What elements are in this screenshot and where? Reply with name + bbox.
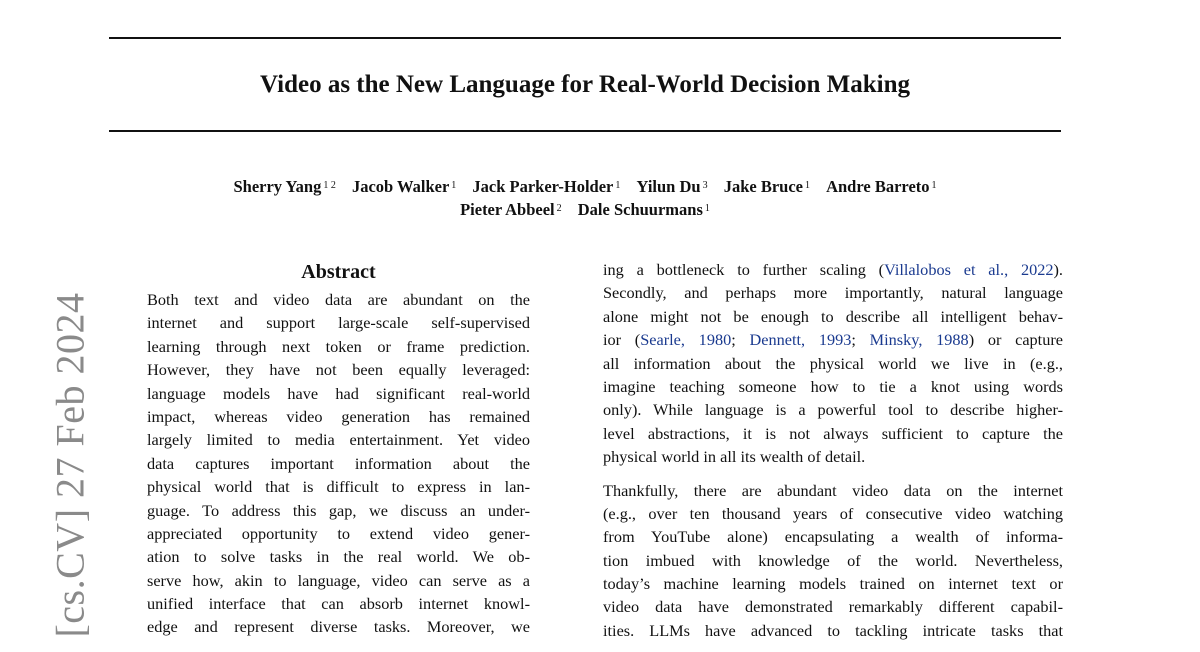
text-line: However, they have not been equally leveraged: [147, 360, 530, 380]
author-affiliation: 1 [615, 180, 621, 191]
text-line: edge and represent diverse tasks. Moreover, we [147, 617, 530, 637]
text-line: today’s machine learning models trained on internet text or [603, 574, 1063, 594]
body-column [603, 258, 1063, 652]
author-name: Sherry Yang [233, 177, 322, 196]
author [724, 177, 810, 196]
author [578, 200, 710, 219]
text-line: Secondly, and perhaps more importantly, natural language [603, 283, 1063, 303]
text-line: data captures important information about the [147, 453, 530, 473]
text-line: level abstractions, it is not always sufficient to capture the [603, 423, 1063, 443]
text-line: impact, whereas video generation has remained [147, 406, 530, 426]
paper-title: Video as the New Language for Real-World Decision Making [260, 71, 910, 98]
author-affiliation: 1 [804, 180, 810, 191]
text-line: (e.g., over ten thousand years of consecutive video watching [603, 503, 1063, 523]
text-line: unified interface that can absorb internet knowl- [147, 594, 530, 614]
author-affiliation: 3 [702, 180, 708, 191]
text-line: ation to solve tasks in the real world. We ob- [147, 547, 530, 567]
text-line: Thankfully, there are abundant video data on the internet [603, 480, 1063, 500]
author [233, 177, 335, 196]
text-line: alone might not be enough to describe all intelligent behav- [603, 306, 1063, 326]
text-line: tion imbued with knowledge of the world. Nevertheless, [603, 550, 1063, 570]
text-line: largely limited to media entertainment. Yet video [147, 430, 530, 450]
author-affiliation: 2 [556, 203, 562, 214]
author-name: Andre Barreto [826, 177, 930, 196]
abstract-heading: Abstract [301, 261, 376, 283]
abstract-column [147, 258, 530, 639]
author-list [109, 175, 1061, 221]
text-line: Both text and video data are abundant on the [147, 290, 530, 309]
text-line: physical world in all its wealth of detail. [603, 447, 866, 467]
author-name: Jake Bruce [723, 177, 803, 196]
text-line: internet and support large-scale self-supervised [147, 313, 530, 333]
title-bottom-rule [109, 130, 1061, 132]
author [472, 177, 620, 196]
text-line: ities. LLMs have advanced to tackling intricate tasks that [603, 620, 1063, 640]
abstract-text [147, 288, 530, 639]
author-affiliation: 1 [451, 180, 457, 191]
arxiv-side-stamp: [cs.CV] 27 Feb 2024 [47, 292, 93, 638]
text-line: ing a bottleneck to further scaling (Villalobos et al., 2022). [603, 260, 1064, 279]
text-line: video data have demonstrated remarkably different capabil- [603, 597, 1063, 617]
author-affiliation: 1 2 [323, 180, 336, 191]
text-line: guage. To address this gap, we discuss an under- [147, 500, 530, 520]
text-line: ior (Searle, 1980; Dennett, 1993; Minsky, 1988) or capture [603, 330, 1063, 350]
author-name: Dale Schuurmans [577, 200, 703, 219]
citation-link[interactable]: Dennett, 1993 [749, 330, 852, 350]
author-name: Pieter Abbeel [460, 200, 555, 219]
author-name: Jacob Walker [351, 177, 450, 196]
citation-link[interactable]: Villalobos et al., 2022 [884, 260, 1054, 279]
author [352, 177, 456, 196]
author [637, 177, 708, 196]
citation-link[interactable]: Searle, 1980 [640, 330, 732, 350]
body-paragraph [603, 258, 1063, 469]
author [460, 200, 562, 219]
author-name: Jack Parker-Holder [472, 177, 614, 196]
citation-link[interactable]: Minsky, 1988 [869, 330, 969, 350]
body-paragraph [603, 479, 1063, 643]
author-affiliation: 1 [704, 203, 710, 214]
text-line: serve how, akin to language, video can serve as a [147, 570, 530, 590]
text-line: appreciated opportunity to extend video gener- [147, 523, 530, 543]
text-line: imagine teaching someone how to tie a knot using words [603, 376, 1063, 396]
author-name: Yilun Du [636, 177, 701, 196]
author-affiliation: 1 [931, 180, 937, 191]
text-line: learning through next token or frame prediction. [147, 336, 530, 356]
text-line: only). While language is a powerful tool to describe higher- [603, 400, 1063, 420]
title-top-rule [109, 37, 1061, 39]
text-line: physical world that is difficult to express in lan- [147, 477, 530, 497]
text-line: from YouTube alone) encapsulating a wealth of informa- [603, 527, 1063, 547]
text-line: all information about the physical world we live in (e.g., [603, 353, 1063, 373]
author [826, 177, 936, 196]
text-line: language models have had significant real-world [147, 383, 530, 403]
